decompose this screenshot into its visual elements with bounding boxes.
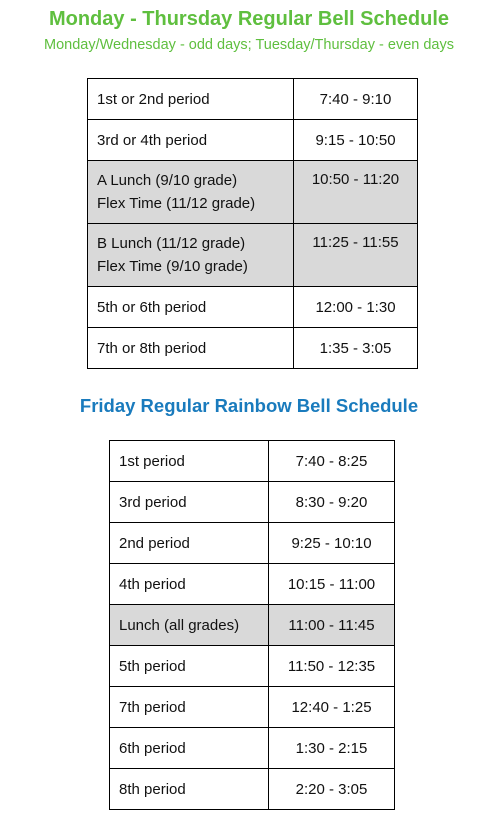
table-row	[88, 224, 418, 287]
period-cell	[88, 328, 294, 369]
table-row	[88, 287, 418, 328]
table-row	[88, 79, 418, 120]
period-cell: 7th period	[110, 687, 269, 728]
time-cell: 9:15 - 10:50	[294, 120, 418, 161]
period-label: Flex Time (9/10 grade)	[97, 258, 248, 275]
table-row	[110, 728, 395, 769]
time-cell: 2:20 - 3:05	[269, 769, 395, 810]
period-cell	[88, 161, 294, 224]
table-row	[110, 523, 395, 564]
time-cell: 7:40 - 8:25	[269, 441, 395, 482]
table-row	[110, 482, 395, 523]
period-cell: 5th period	[110, 646, 269, 687]
schedule1-subtitle: Monday/Wednesday - odd days; Tuesday/Thursday - even days	[44, 37, 454, 53]
table-row	[110, 687, 395, 728]
time-cell: 8:30 - 9:20	[269, 482, 395, 523]
period-cell	[88, 287, 294, 328]
schedule2-title: Friday Regular Rainbow Bell Schedule	[79, 395, 419, 416]
table-row	[88, 161, 418, 224]
period-label: A Lunch (9/10 grade)	[97, 172, 238, 189]
time-cell: 12:00 - 1:30	[294, 287, 418, 328]
time-cell: 10:15 - 11:00	[269, 564, 395, 605]
table-row	[110, 441, 395, 482]
schedule1-table	[87, 78, 418, 369]
period-cell: 3rd period	[110, 482, 269, 523]
schedule2-table	[109, 440, 395, 810]
period-label: 5th or 6th period	[97, 298, 207, 316]
time-cell: 1:30 - 2:15	[269, 728, 395, 769]
period-cell: 2nd period	[110, 523, 269, 564]
period-cell: Lunch (all grades)	[110, 605, 269, 646]
period-cell	[88, 120, 294, 161]
period-cell	[88, 79, 294, 120]
period-cell: 4th period	[110, 564, 269, 605]
period-label: 7th or 8th period	[97, 339, 207, 357]
period-cell	[88, 224, 294, 287]
time-cell: 11:50 - 12:35	[269, 646, 395, 687]
period-label: 3rd or 4th period	[97, 131, 208, 149]
table-row	[88, 120, 418, 161]
table-row	[110, 769, 395, 810]
period-label: Flex Time (11/12 grade)	[97, 195, 256, 212]
table-row	[110, 564, 395, 605]
time-cell: 1:35 - 3:05	[294, 328, 418, 369]
table-row	[110, 646, 395, 687]
schedule1-title: Monday - Thursday Regular Bell Schedule	[48, 8, 450, 30]
time-cell: 9:25 - 10:10	[269, 523, 395, 564]
period-label: 1st or 2nd period	[97, 90, 210, 108]
period-cell: 8th period	[110, 769, 269, 810]
period-cell: 6th period	[110, 728, 269, 769]
table-row	[88, 328, 418, 369]
time-cell: 7:40 - 9:10	[294, 79, 418, 120]
time-cell: 12:40 - 1:25	[269, 687, 395, 728]
time-cell: 11:00 - 11:45	[269, 605, 395, 646]
time-cell: 11:25 - 11:55	[294, 224, 418, 287]
period-label: B Lunch (11/12 grade)	[97, 235, 246, 252]
time-cell: 10:50 - 11:20	[294, 161, 418, 224]
period-cell: 1st period	[110, 441, 269, 482]
table-row	[110, 605, 395, 646]
